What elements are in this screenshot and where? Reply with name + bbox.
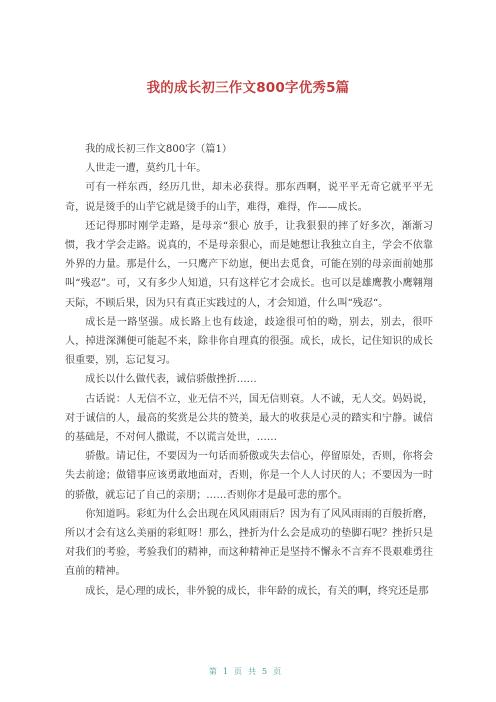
document-title: 我的成长初三作文800字优秀5篇 bbox=[146, 80, 350, 96]
footer-suffix: 页 bbox=[273, 667, 288, 676]
paragraph: 古话说：人无信不立，业无信不兴，国无信则衰。人不诚，无人交。妈妈说，对于诚信的人，最高的奖赏是公共的赞美，最大的收获是心灵的踏实和宁静。诚信的基础是，不对何人撒谎，不以谎言处世，…… bbox=[65, 393, 433, 444]
paragraph: 你知道吗。彩虹为什么会出现在风风雨雨后？因为有了风风雨雨的百般折磨，所以才会有这么美丽的彩虹呀！那么，挫折为什么会是成功的垫脚石呢？挫折只是对我们的考验，考验我们的精神，而这种精神正是坚持不懈永不言弃不畏艰难勇往直前的精神。 bbox=[65, 508, 433, 578]
footer-middle: 页共 bbox=[234, 667, 262, 676]
paragraph: 我的成长初三作文800字（篇1） bbox=[85, 144, 232, 155]
paragraph: 人世走一遭，莫约几十年。 bbox=[85, 163, 207, 175]
page-footer bbox=[0, 666, 496, 677]
paragraph: 成长以什么做代表，诚信骄傲挫折…… bbox=[85, 374, 257, 386]
footer-prefix: 第 bbox=[208, 667, 223, 676]
paragraph: 骄傲。请记住，不要因为一句话而骄傲或失去信心，停留原处，否则，你将会失去前途；做错事应该勇敢地面对，否则，你是一个人人讨厌的人；不要因为一时的骄傲，就忘记了自己的亲朋；……否则你才是最可悲的那个。 bbox=[65, 451, 433, 501]
paragraph: 可有一样东西，经历几世，却未必获得。那东西啊，说平平无奇它就平平无奇，说是烫手的山芋它就是烫手的山芋，难得，难得，作——成长。 bbox=[65, 182, 433, 213]
paragraph: 还记得那时刚学走路，是母亲“狠心 放手，让我狠狠的摔了好多次，渐渐习惯，我才学会走路。说真的，不是母亲狠心，而是她想让我独立自主，学会不依靠外界的力量。那是什么，一只鹰产下幼崽，便出去觅食，可能在别的母亲面前她那叫“残忍”。可，又有多少人知道，只有这样它才会成长。也可以是雄鹰教小鹰翱翔天际，不顾后果，因为只有真正实践过的人，才会知道，什么叫“残忍“。 bbox=[65, 220, 433, 309]
paragraph: 成长，是心理的成长，非外貌的成长，非年龄的成长，有关的啊，终究还是那 bbox=[85, 585, 429, 597]
paragraph: 成长是一路坚强。成长路上也有歧途，歧途很可怕的呦，别去，别去，很吓人，掉进深渊便可能起不来，除非你自理真的很强。成长，成长，记住知识的成长很重要，别，忘记复习。 bbox=[65, 316, 433, 367]
document-body bbox=[65, 140, 433, 601]
current-page-number: 1 bbox=[222, 667, 234, 676]
total-pages-number: 5 bbox=[262, 667, 274, 676]
